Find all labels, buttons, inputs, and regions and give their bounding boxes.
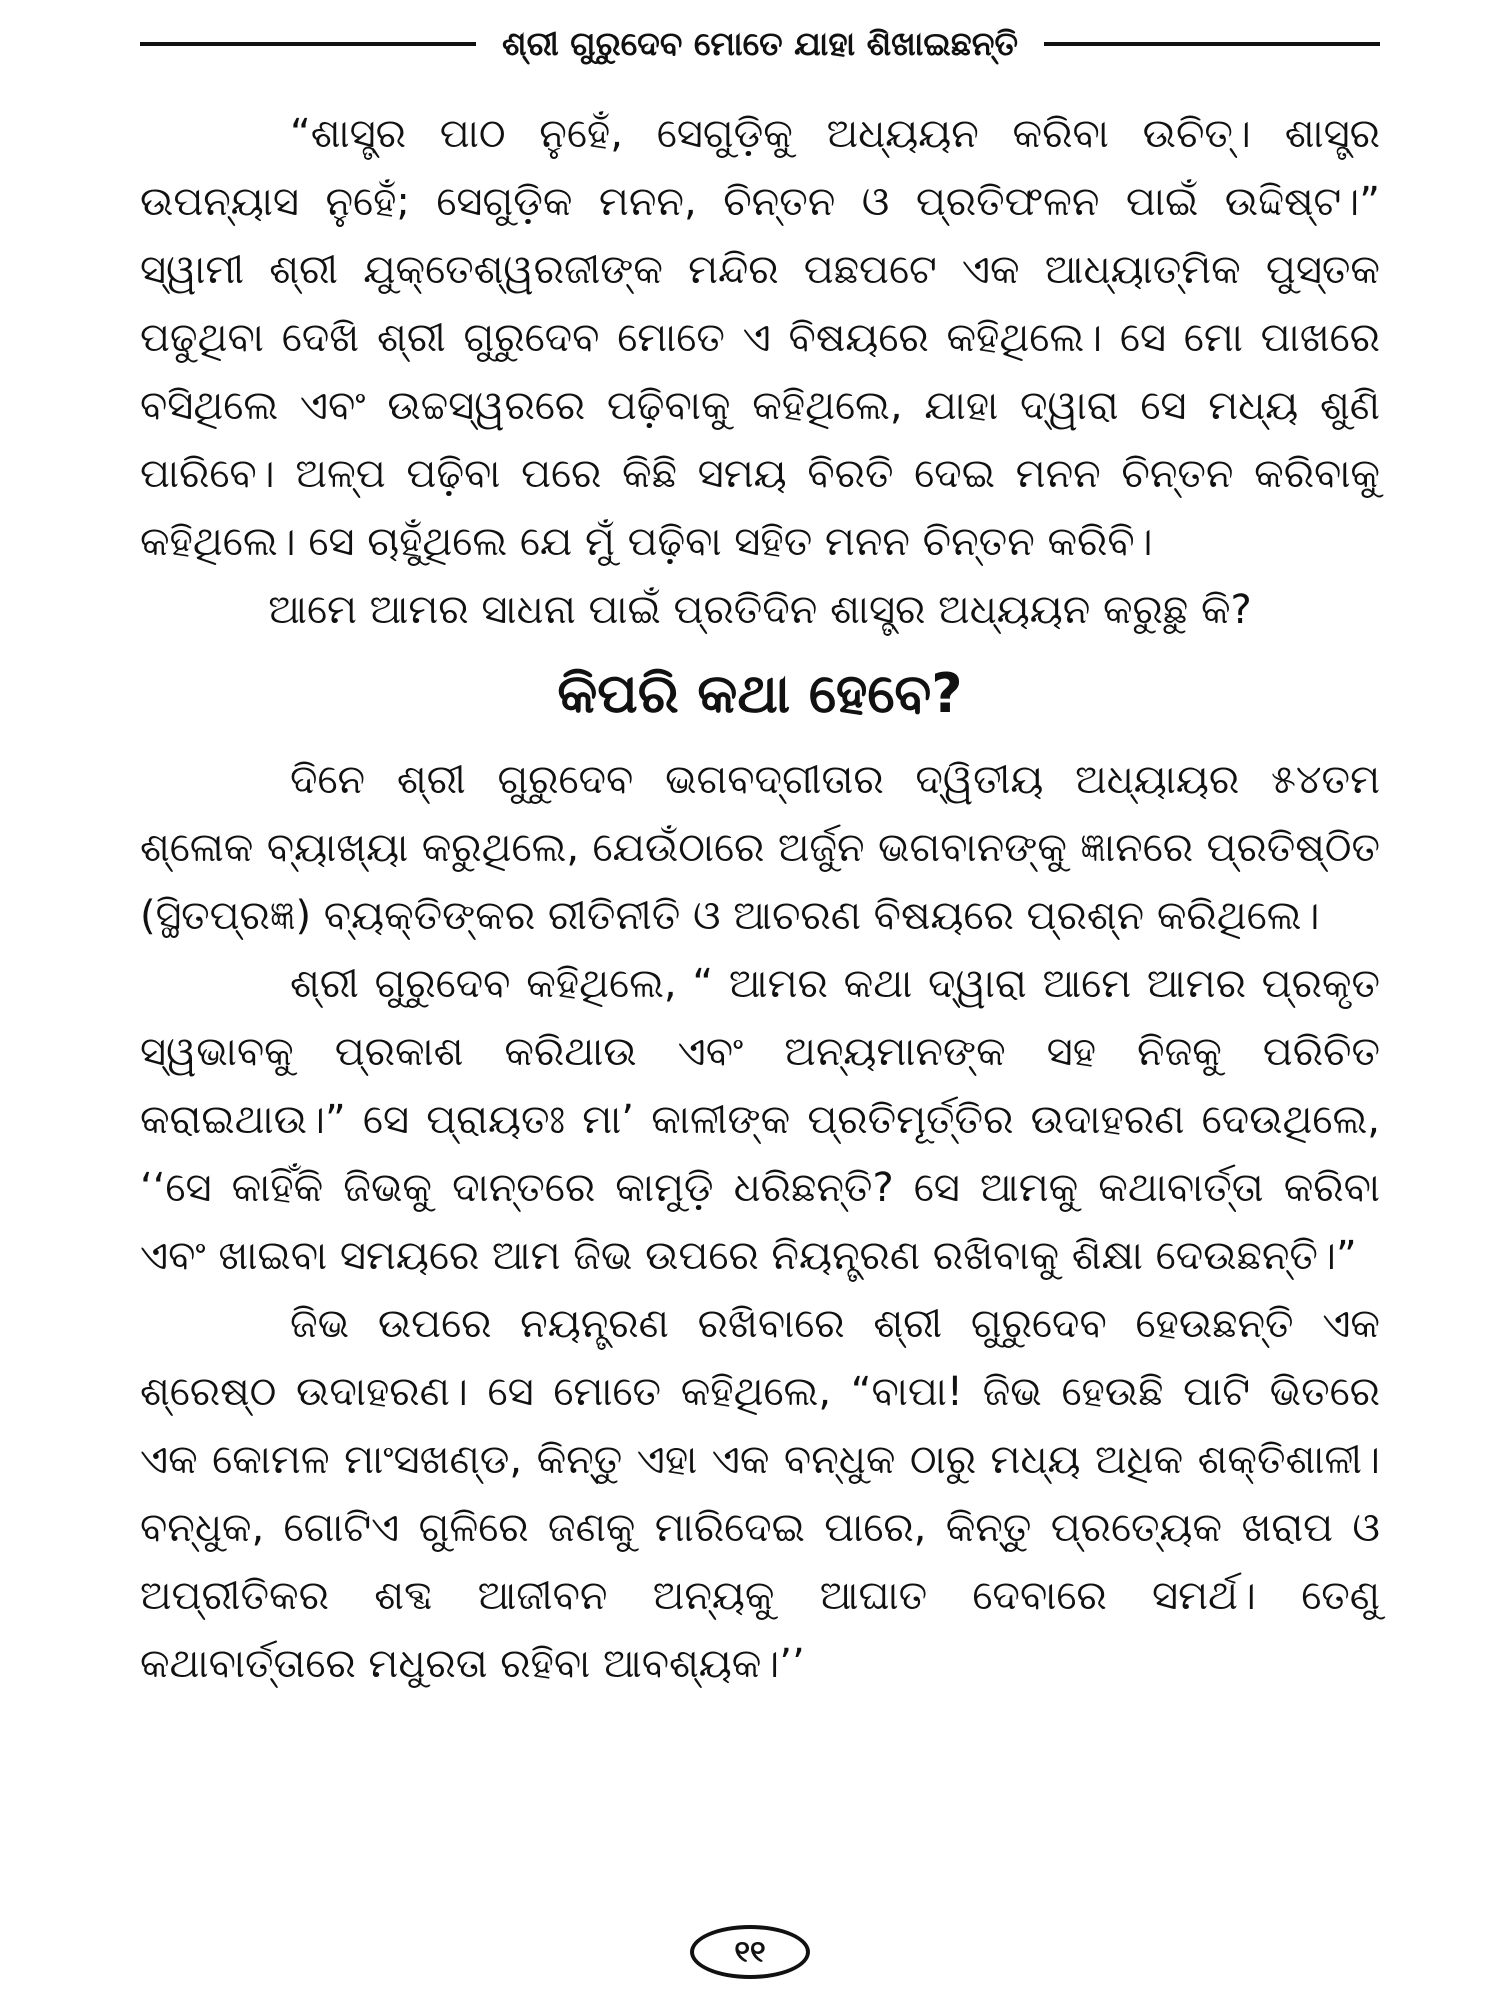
body-text — [140, 100, 1380, 1698]
paragraph: ଜିଭ ଉପରେ ନୟନ୍ତ୍ରଣ ରଖିବାରେ ଶ୍ରୀ ଗୁରୁଦେବ ହେଉଛନ୍ତି ଏକ ଶ୍ରେଷ୍ଠ ଉଦାହରଣ। ସେ ମୋତେ କହିଥିଲେ, “ବାପା! ଜିଭ ହେଉଛି ପାଟି ଭିତରେ ଏକ କୋମଳ ମାଂସଖଣ୍ଡ, କିନ୍ତୁ ଏହା ଏକ ବନ୍ଧୁକ ଠାରୁ ମଧ୍ୟ ଅଧିକ ଶକ୍ତିଶାଳୀ। ବନ୍ଧୁକ, ଗୋଟିଏ ଗୁଳିରେ ଜଣକୁ ମାରିଦେଇ ପାରେ, କିନ୍ତୁ ପ୍ରତ୍ୟେକ ଖରାପ ଓ ଅପ୍ରୀତିକର ଶବ୍ଦ ଆଜୀବନ ଅନ୍ୟକୁ ଆଘାତ ଦେବାରେ ସମର୍ଥ। ତେଣୁ କଥାବାର୍ତ୍ତାରେ ମଧୁରତା ରହିବା ଆବଶ୍ୟକ।’’ — [140, 1301, 1380, 1687]
question-line: ଆମେ ଆମର ସାଧନା ପାଇଁ ପ୍ରତିଦିନ ଶାସ୍ତ୍ର ଅଧ୍ୟୟନ କରୁଛୁ କି? — [268, 587, 1252, 633]
running-title: ଶ୍ରୀ ଗୁରୁଦେବ ମୋତେ ଯାହା ଶିଖାଇଛନ୍ତି — [502, 24, 1018, 63]
header-rule-left — [140, 42, 476, 46]
paragraph: ଶ୍ରୀ ଗୁରୁଦେବ କହିଥିଲେ, “ ଆମର କଥା ଦ୍ୱାରା ଆମେ ଆମର ପ୍ରକୃତ ସ୍ୱଭାବକୁ ପ୍ରକାଶ କରିଥାଉ ଏବଂ ଅନ୍ୟମାନଙ୍କ ସହ ନିଜକୁ ପରିଚିତ କରାଇଥାଉ।” ସେ ପ୍ରାୟତଃ ମା’ କାଳୀଙ୍କ ପ୍ରତିମୂର୍ତ୍ତିର ଉଦାହରଣ ଦେଉଥିଲେ, ‘‘ସେ କାହିଁକି ଜିଭକୁ ଦାନ୍ତରେ କାମୁଡ଼ି ଧରିଛନ୍ତି? ସେ ଆମକୁ କଥାବାର୍ତ୍ତା କରିବା ଏବଂ ଖାଇବା ସମୟରେ ଆମ ଜିଭ ଉପରେ ନିୟନ୍ତ୍ରଣ ରଖିବାକୁ ଶିକ୍ଷା ଦେଉଛନ୍ତି।” — [140, 961, 1380, 1279]
header-rule-right — [1044, 42, 1380, 46]
paragraph: ଦିନେ ଶ୍ରୀ ଗୁରୁଦେବ ଭଗବଦ୍‌ଗୀତାର ଦ୍ୱିତୀୟ ଅଧ୍ୟାୟର ୫୪ତମ ଶ୍ଳୋକ ବ୍ୟାଖ୍ୟା କରୁଥିଲେ, ଯେଉଁଠାରେ ଅର୍ଜୁନ ଭଗବାନଙ୍କୁ ଜ୍ଞାନରେ ପ୍ରତିଷ୍ଠିତ (ସ୍ଥିତପ୍ରଜ୍ଞ) ବ୍ୟକ୍ତିଙ୍କର ରୀତିନୀତି ଓ ଆଚରଣ ବିଷୟରେ ପ୍ରଶ୍ନ କରିଥିଲେ। — [140, 757, 1380, 939]
paragraph: “ଶାସ୍ତ୍ର ପାଠ ନୁହେଁ, ସେଗୁଡ଼ିକୁ ଅଧ୍ୟୟନ କରିବା ଉଚିତ୍। ଶାସ୍ତ୍ର ଉପନ୍ୟାସ ନୁହେଁ; ସେଗୁଡ଼ିକ ମନନ, ଚିନ୍ତନ ଓ ପ୍ରତିଫଳନ ପାଇଁ ଉଦ୍ଦିଷ୍ଟ।” ସ୍ୱାମୀ ଶ୍ରୀ ଯୁକ୍ତେଶ୍ୱରଜୀଙ୍କ ମନ୍ଦିର ପଛପଟେ ଏକ ଆଧ୍ୟାତ୍ମିକ ପୁସ୍ତକ ପଢୁଥିବା ଦେଖି ଶ୍ରୀ ଗୁରୁଦେବ ମୋତେ ଏ ବିଷୟରେ କହିଥିଲେ। ସେ ମୋ ପାଖରେ ବସିଥିଲେ ଏବଂ ଉଚ୍ଚସ୍ୱରରେ ପଢ଼ିବାକୁ କହିଥିଲେ, ଯାହା ଦ୍ୱାରା ସେ ମଧ୍ୟ ଶୁଣି ପାରିବେ। ଅଳ୍ପ ପଢ଼ିବା ପରେ କିଛି ସମୟ ବିରତି ଦେଇ ମନନ ଚିନ୍ତନ କରିବାକୁ କହିଥିଲେ। ସେ ଚାହୁଁଥିଲେ ଯେ ମୁଁ ପଢ଼ିବା ସହିତ ମନନ ଚିନ୍ତନ କରିବି। — [140, 111, 1380, 565]
page-number: ୧୧ — [690, 1925, 810, 1979]
running-header — [140, 14, 1380, 74]
section-heading: କିପରି କଥା ହେବେ? — [557, 662, 963, 725]
